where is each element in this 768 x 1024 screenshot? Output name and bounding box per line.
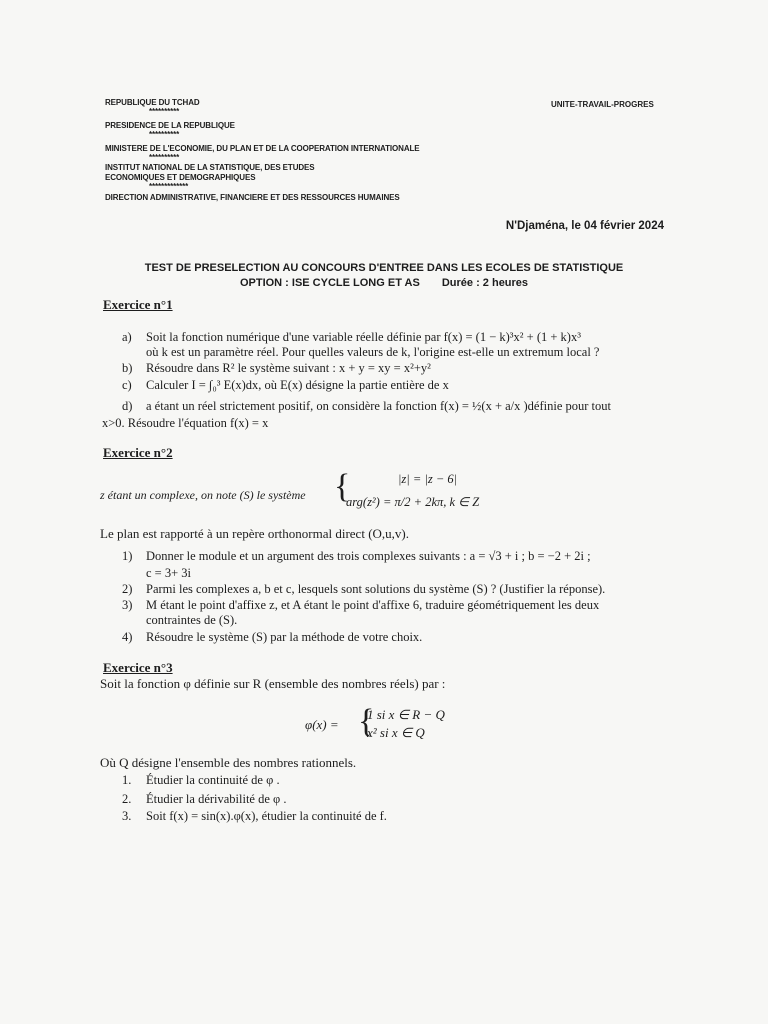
ex1-item-a-cont: où k est un paramètre réel. Pour quelles valeurs de k, l'origine est-elle un extremum local ?	[146, 345, 600, 359]
ex1-item-d-cont: x>0. Résoudre l'équation f(x) = x	[102, 416, 269, 430]
separator-stars: **********	[149, 130, 180, 139]
ex3-item-1: 1. Étudier la continuité de φ .	[122, 773, 280, 787]
ex1-item-c: c) Calculer I = ∫₀³ E(x)dx, où E(x) désigne la partie entière de x	[122, 378, 449, 392]
phi-lhs: φ(x) =	[305, 717, 339, 732]
institute-name-line1: INSTITUT NATIONAL DE LA STATISTIQUE, DES ETUDES	[105, 163, 315, 172]
institute-name-line2: ECONOMIQUES ET DEMOGRAPHIQUES	[105, 173, 256, 182]
ex1-item-d: d) a étant un réel strictement positif, on considère la fonction f(x) = ½(x + a/x )définie pour tout	[122, 399, 611, 413]
exercise-3-heading: Exercice n°3	[103, 660, 173, 675]
system-equation-2: arg(z²) = π/2 + 2kπ, k ∈ Z	[346, 495, 480, 509]
ex2-intro: z étant un complexe, on note (S) le système	[100, 488, 306, 502]
ex2-item-3: 3) M étant le point d'affixe z, et A étant le point d'affixe 6, traduire géométriquement les deux	[122, 598, 600, 612]
ex2-item-2: 2) Parmi les complexes a, b et c, lesquels sont solutions du système (S) ? (Justifier la réponse).	[122, 582, 606, 596]
separator-stars: *************	[149, 182, 189, 191]
direction-name: DIRECTION ADMINISTRATIVE, FINANCIERE ET DES RESSOURCES HUMAINES	[105, 193, 400, 202]
piecewise-brace: {	[358, 703, 375, 740]
separator-stars: **********	[149, 153, 180, 162]
letterhead	[105, 98, 465, 203]
exercise-2-heading: Exercice n°2	[103, 445, 173, 460]
system-equation-1: |z| = |z − 6|	[398, 472, 458, 486]
ex2-item-1-cont: c = 3+ 3i	[146, 566, 191, 580]
exercise-1-heading: Exercice n°1	[103, 297, 173, 312]
ex2-item-4: 4) Résoudre le système (S) par la méthode de votre choix.	[122, 630, 423, 644]
exam-duration: Durée : 2 heures	[441, 277, 529, 289]
ministry-name: MINISTERE DE L'ECONOMIE, DU PLAN ET DE LA COOPERATION INTERNATIONALE	[105, 144, 420, 153]
exam-subtitle	[0, 277, 768, 289]
exam-title: TEST DE PRESELECTION AU CONCOURS D'ENTREE DANS LES ECOLES DE STATISTIQUE	[144, 262, 624, 274]
piecewise-case-2: x² si x ∈ Q	[367, 725, 425, 740]
system-brace: {	[334, 468, 351, 505]
ex3-intro: Soit la fonction φ définie sur R (ensemble des nombres réels) par :	[100, 676, 446, 691]
ex2-item-3-cont: contraintes de (S).	[146, 613, 238, 627]
separator-stars: **********	[149, 107, 180, 116]
republic-name: REPUBLIQUE DU TCHAD	[105, 98, 200, 107]
national-motto: UNITE-TRAVAIL-PROGRES	[551, 100, 654, 109]
document-date: N'Djaména, le 04 février 2024	[505, 220, 664, 232]
ex1-item-b: b) Résoudre dans R² le système suivant : x + y = xy = x²+y²	[122, 361, 431, 375]
ex2-item-1: 1) Donner le module et un argument des trois complexes suivants : a = √3 + i ; b = −2 + 2i ;	[122, 549, 591, 563]
ex1-item-a: a) Soit la fonction numérique d'une variable réelle définie par f(x) = (1 − k)³x² + (1 + k)x³	[122, 330, 581, 344]
exam-option: OPTION : ISE CYCLE LONG ET AS	[239, 277, 420, 289]
ex3-note: Où Q désigne l'ensemble des nombres rationnels.	[100, 755, 357, 770]
ex3-item-2: 2. Étudier la dérivabilité de φ .	[122, 792, 287, 806]
ex3-item-3: 3. Soit f(x) = sin(x).φ(x), étudier la continuité de f.	[122, 809, 387, 823]
piecewise-case-1: 1 si x ∈ R − Q	[367, 707, 445, 722]
ex2-plane-statement: Le plan est rapporté à un repère orthonormal direct (O,u,v).	[100, 526, 409, 541]
presidency-name: PRESIDENCE DE LA REPUBLIQUE	[105, 121, 235, 130]
